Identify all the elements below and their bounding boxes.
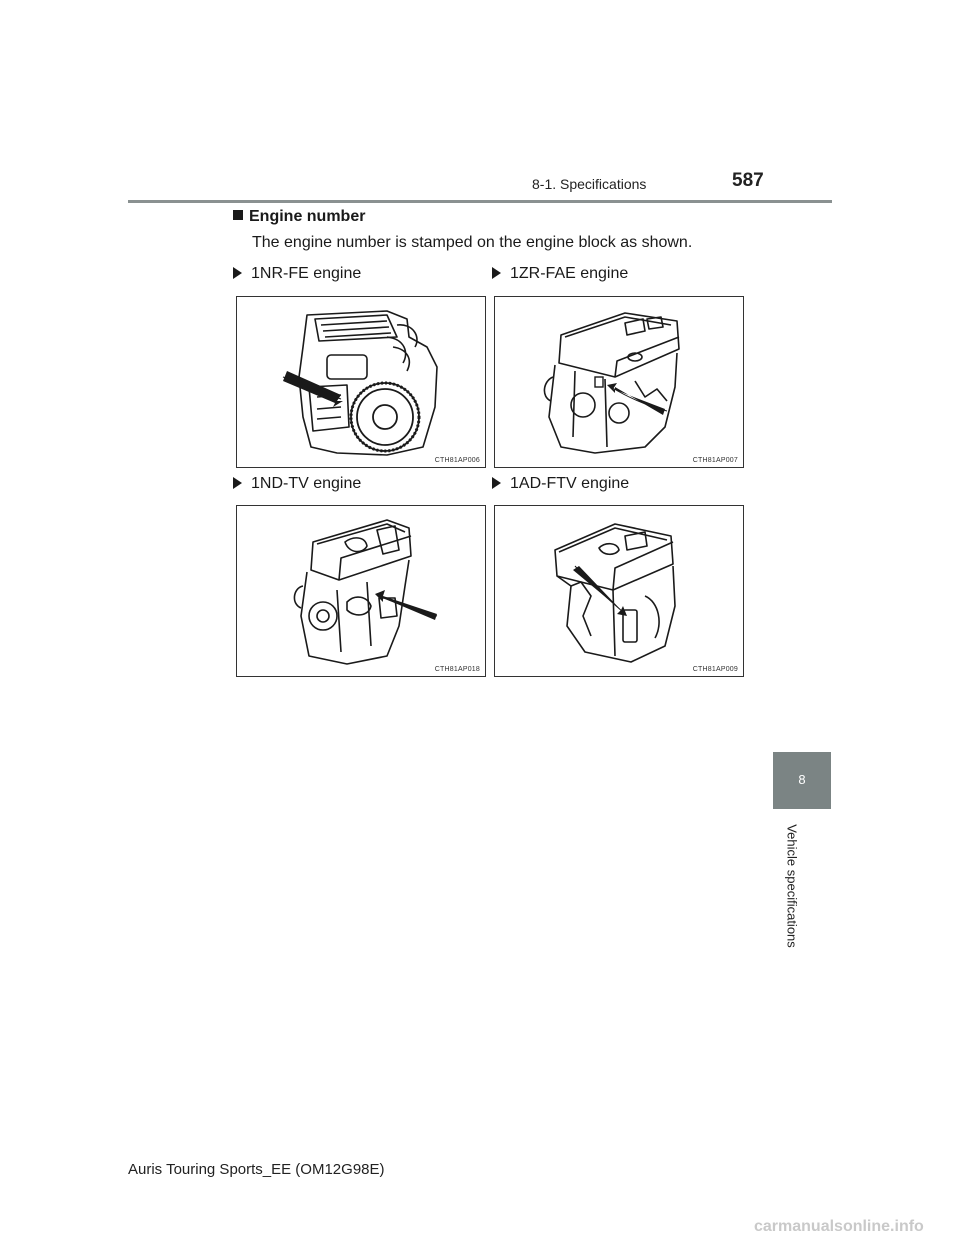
- chapter-number: 8: [798, 772, 806, 787]
- figure-code: CTH81AP009: [692, 666, 738, 673]
- figure-code: CTH81AP018: [434, 666, 480, 673]
- engine-label-text: 1NR-FE engine: [251, 265, 362, 282]
- engine-label-1ad-ftv: [492, 475, 629, 493]
- engine-illustration-1nr-fe: [237, 297, 485, 467]
- section-title-text: Engine number: [249, 208, 366, 225]
- section-heading: 8-1. Specifications: [532, 176, 647, 192]
- engine-label-1zr-fae: [492, 265, 628, 283]
- triangle-bullet-icon: [233, 267, 242, 279]
- page-number: 587: [732, 170, 764, 191]
- triangle-bullet-icon: [492, 477, 501, 489]
- footer-manual-id: Auris Touring Sports_EE (OM12G98E): [128, 1161, 385, 1178]
- square-bullet-icon: [233, 210, 243, 220]
- engine-figure-1nr-fe: [236, 296, 486, 468]
- engine-label-1nd-tv: [233, 475, 361, 493]
- engine-illustration-1nd-tv: [237, 506, 485, 676]
- engine-label-1nr-fe: [233, 265, 361, 283]
- engine-figure-1ad-ftv: [494, 505, 744, 677]
- header-divider: [128, 200, 832, 203]
- section-description: The engine number is stamped on the engine block as shown.: [252, 234, 693, 251]
- engine-illustration-1zr-fae: [495, 297, 743, 467]
- engine-label-text: 1AD-FTV engine: [510, 475, 630, 492]
- watermark: carmanualsonline.info: [754, 1218, 924, 1235]
- section-title: [233, 208, 365, 226]
- chapter-title: Vehicle specifications: [784, 824, 800, 948]
- engine-illustration-1ad-ftv: [495, 506, 743, 676]
- engine-figure-1nd-tv: [236, 505, 486, 677]
- engine-label-text: 1ZR-FAE engine: [510, 265, 629, 282]
- engine-figure-1zr-fae: [494, 296, 744, 468]
- triangle-bullet-icon: [233, 477, 242, 489]
- chapter-tab: [773, 752, 831, 809]
- triangle-bullet-icon: [492, 267, 501, 279]
- figure-code: CTH81AP006: [434, 457, 480, 464]
- figure-code: CTH81AP007: [692, 457, 738, 464]
- engine-label-text: 1ND-TV engine: [251, 475, 362, 492]
